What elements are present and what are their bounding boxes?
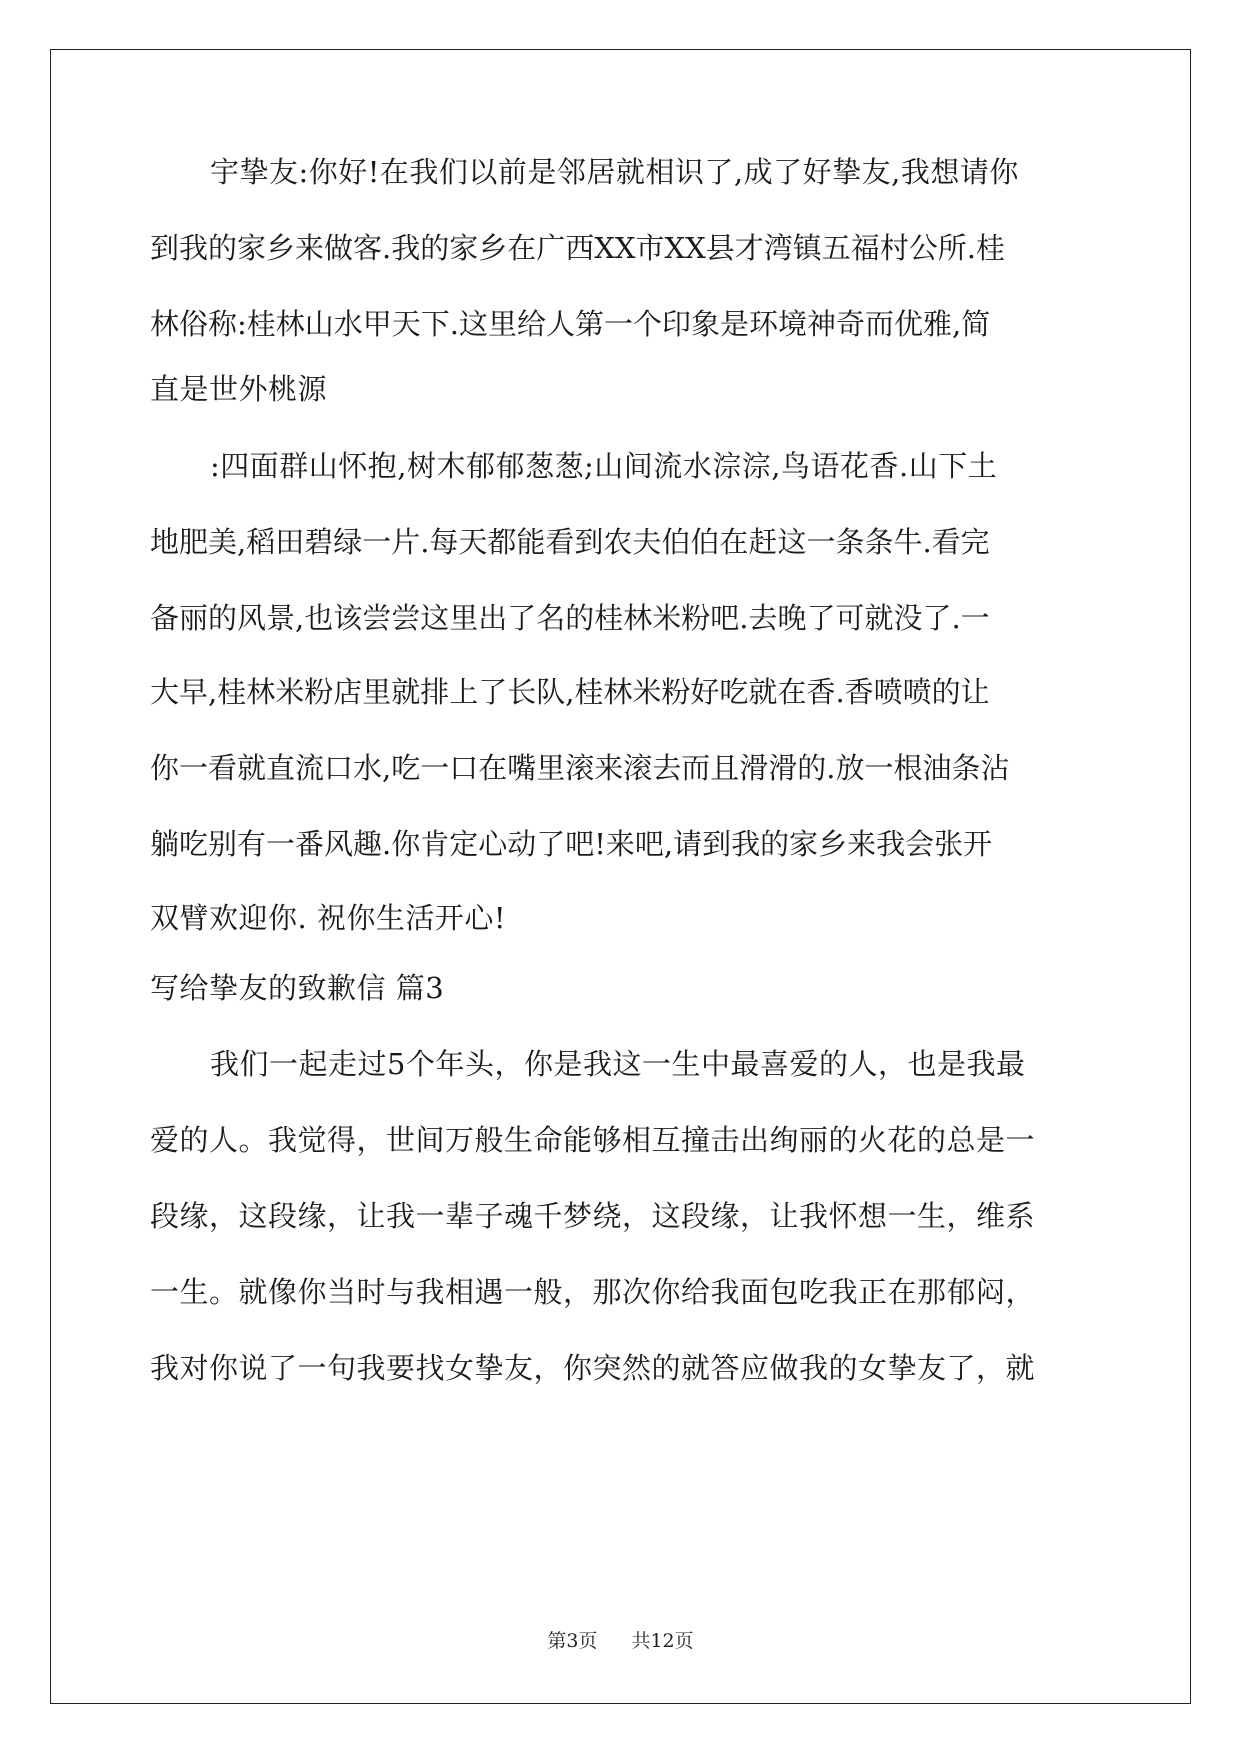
text-line: 到我的家乡来做客.我的家乡在广西XX市XX县才湾镇五福村公所.桂 <box>150 231 1006 265</box>
text-line: 我对你说了一句我要找女挚友，你突然的就答应做我的女挚友了，就 <box>150 1351 1036 1385</box>
text-line: 躺吃别有一番风趣.你肯定心动了吧!来吧,请到我的家乡来我会张开 <box>150 827 993 861</box>
text-line: 双臂欢迎你. 祝你生活开心! <box>150 901 507 935</box>
text-line: 备丽的风景,也该尝尝这里出了名的桂林米粉吧.去晚了可就没了.一 <box>150 601 990 635</box>
text-line: 地肥美,稻田碧绿一片.每天都能看到农夫伯伯在赶这一条条牛.看完 <box>150 525 990 559</box>
page-total: 共12页 <box>631 1630 694 1652</box>
text-line: 一生。就像你当时与我相遇一般，那次你给我面包吃我正在那郁闷， <box>150 1275 1036 1309</box>
text-line: 宇挚友:你好!在我们以前是邻居就相识了,成了好挚友,我想请你 <box>210 155 1019 189</box>
text-line: 大早,桂林米粉店里就排上了长队,桂林米粉好吃就在香.香喷喷的让 <box>150 675 990 709</box>
page-number: 第3页 <box>547 1630 598 1652</box>
text-line: :四面群山怀抱,树木郁郁葱葱;山间流水淙淙,鸟语花香.山下土 <box>210 449 998 483</box>
page-border <box>50 49 1191 1704</box>
section-heading: 写给挚友的致歉信 篇3 <box>150 971 445 1005</box>
text-line: 爱的人。我觉得，世间万般生命能够相互撞击出绚丽的火花的总是一 <box>150 1123 1036 1157</box>
text-line: 直是世外桃源 <box>150 372 328 406</box>
text-line: 段缘，这段缘，让我一辈子魂千梦绕，这段缘，让我怀想一生，维系 <box>150 1199 1036 1233</box>
text-line: 你一看就直流口水,吃一口在嘴里滚来滚去而且滑滑的.放一根油条沾 <box>150 751 1010 785</box>
text-line: 林俗称:桂林山水甲天下.这里给人第一个印象是环境神奇而优雅,简 <box>150 307 991 341</box>
text-line: 我们一起走过5个年头，你是我这一生中最喜爱的人，也是我最 <box>210 1047 1026 1081</box>
page-footer <box>0 1628 1241 1654</box>
